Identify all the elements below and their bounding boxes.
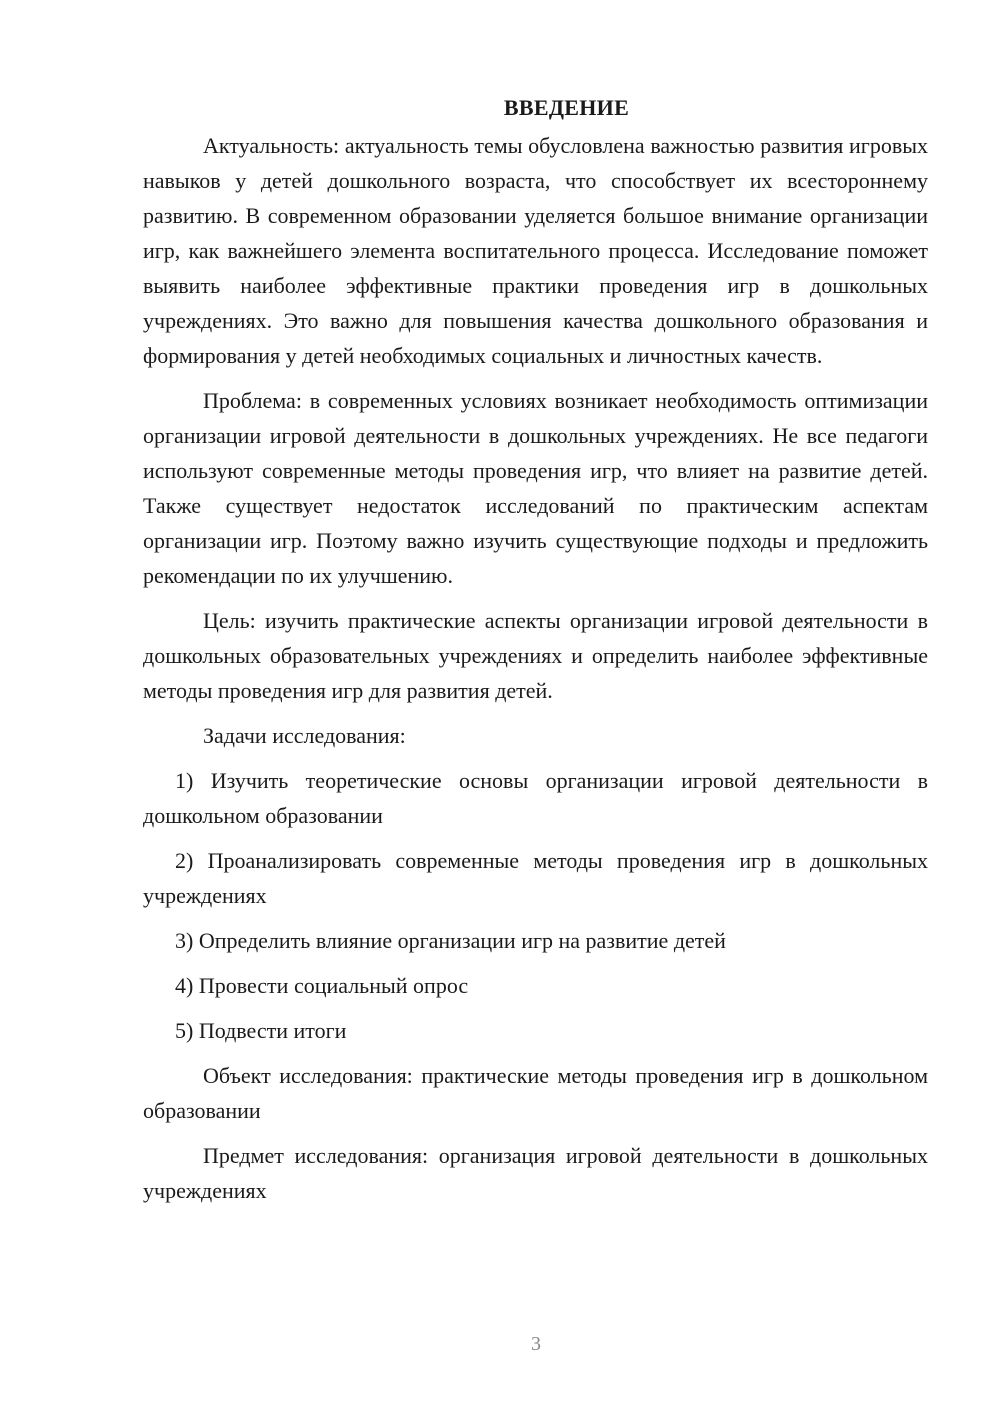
subject-paragraph: Предмет исследования: организация игровой деятельности в дошкольных учреждениях bbox=[143, 1143, 928, 1203]
task-item-4: 4) Провести социальный опрос bbox=[175, 973, 469, 998]
task-item-1: 1) Изучить теоретические основы организации игровой деятельности в дошкольном образовании bbox=[143, 768, 928, 828]
task-item-5: 5) Подвести итоги bbox=[175, 1018, 347, 1043]
document-title: ВВЕДЕНИЕ bbox=[503, 95, 630, 120]
page-number: 3 bbox=[531, 1333, 541, 1355]
problem-paragraph: Проблема: в современных условиях возникает необходимость оптимизации организации игровой деятельности в дошкольных учреждениях. Не все педагоги используют современные методы проведения игр, что влияет на развитие детей. Также существует недостаток исследований по практическим аспектам организации игр. Поэтому важно изучить существующие подходы и предложить рекомендации по их улучшению. bbox=[143, 388, 928, 588]
document-page bbox=[143, 90, 928, 1218]
relevance-paragraph: Актуальность: актуальность темы обусловлена важностью развития игровых навыков у детей дошкольного возраста, что способствует их всестороннему развитию. В современном образовании уделяется большое внимание организации игр, как важнейшего элемента воспитательного процесса. Исследование поможет выявить наиболее эффективные практики проведения игр в дошкольных учреждениях. Это важно для повышения качества дошкольного образования и формирования у детей необходимых социальных и личностных качеств. bbox=[143, 133, 928, 368]
tasks-heading: Задачи исследования: bbox=[203, 723, 406, 748]
task-item-2: 2) Проанализировать современные методы проведения игр в дошкольных учреждениях bbox=[143, 848, 928, 908]
task-item-3: 3) Определить влияние организации игр на развитие детей bbox=[175, 928, 726, 953]
object-paragraph: Объект исследования: практические методы проведения игр в дошкольном образовании bbox=[143, 1063, 928, 1123]
goal-paragraph: Цель: изучить практические аспекты организации игровой деятельности в дошкольных образовательных учреждениях и определить наиболее эффективные методы проведения игр для развития детей. bbox=[143, 608, 928, 703]
